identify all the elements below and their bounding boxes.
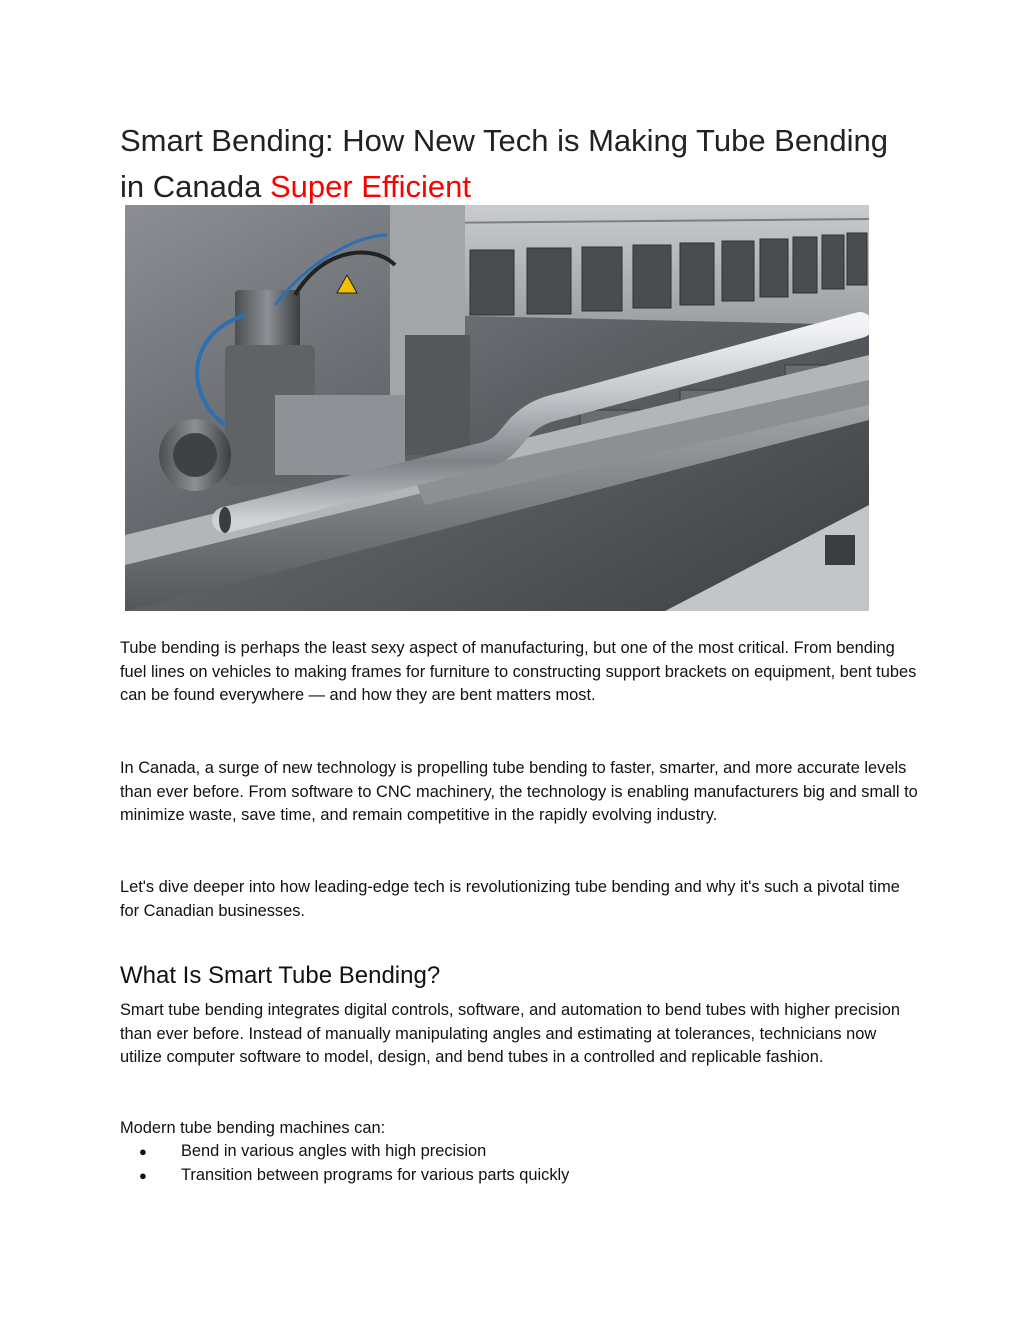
list-item-text: Bend in various angles with high precision (181, 1142, 487, 1160)
hero-image (125, 205, 869, 611)
list-item-text: Transition between programs for various parts quickly (181, 1165, 570, 1184)
bullet-icon: ● (139, 1167, 147, 1183)
intro-paragraph-1: Tube bending is perhaps the least sexy aspect of manufacturing, but one of the most critical. From bending fuel lines on vehicles to making frames for furniture to constructing support brackets on equipment, bent tubes can be found everywhere — and how they are bent matters most. (120, 639, 917, 704)
intro-paragraph-2: In Canada, a surge of new technology is propelling tube bending to faster, smarter, and more accurate levels than ever before. From software to CNC machinery, the technology is enabling manufacturers big and small to minimize waste, save time, and remain competitive in the rapidly evolving industry. (120, 759, 918, 824)
list-item (120, 1164, 569, 1188)
article-title-accent: Super Efficient (269, 169, 471, 204)
article-title-main: Smart Bending: How New Tech is Making Tube Bending in Canada (120, 123, 888, 204)
section-paragraph-1: Smart tube bending integrates digital controls, software, and automation to bend tubes with higher precision than ever before. Instead of manually manipulating angles and estimating at tolerances, technicians now utilize computer software to model, design, and bend tubes in a controlled and replicable fashion. (120, 1001, 900, 1066)
list-item (120, 1140, 569, 1164)
article-title (120, 118, 920, 210)
section-paragraph-2: Modern tube bending machines can: (120, 1119, 386, 1137)
intro-paragraph-3: Let's dive deeper into how leading-edge tech is revolutionizing tube bending and why it's such a pivotal time for Canadian businesses. (120, 878, 900, 920)
feature-list (120, 1140, 569, 1187)
section-heading: What Is Smart Tube Bending? (120, 962, 441, 989)
bullet-icon: ● (139, 1144, 147, 1159)
